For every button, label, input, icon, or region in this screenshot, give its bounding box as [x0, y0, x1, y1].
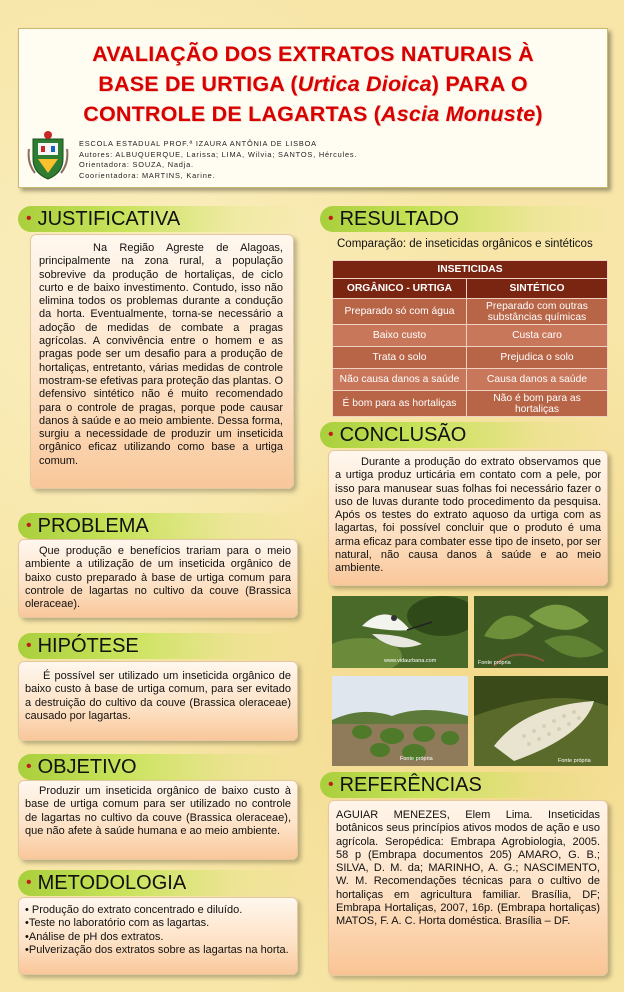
results-table: [332, 260, 608, 417]
section-heading-conclusao: • CONCLUSÃO: [320, 422, 610, 448]
section-heading-hipotese: • HIPÓTESE: [18, 633, 308, 659]
conclusao-box: [328, 450, 608, 586]
problema-box: [18, 539, 298, 618]
table-cell: Prejudica o solo: [467, 347, 608, 369]
authors-block: [79, 139, 357, 181]
photo-caption: Fonte própria: [400, 756, 433, 762]
nettle-leaf-icon: [474, 596, 608, 668]
referencias-text: AGUIAR MENEZES, Elem Lima. Inseticidas botânicos seus princípios ativos modos de ação e uso agrícola. Seropédica: Embrapa Agrobiologia, 2005. 58 p (Embrapa documentos 205) AMARO, G. B.; SILVA, D. M. da; MARINHO, A. G.; NASCIMENTO, W. M. Recomendações técnicas para o cultivo de hortaliças em agricultura familiar. Brasília, DF; Embrapa Hortaliças, 2007, 16p. (Embrapa hortaliças) MATOS, F. A. C. Horta doméstica. Brasília – DF.: [336, 809, 600, 928]
metodologia-box: [18, 897, 298, 975]
problema-text: Que produção e benefícios trariam para o meio ambiente a utilização de um inseticida orgânico de baixo custo preparado à base de urtiga comum para controle de lagartas no cultivo da couve (Brassica oleraceae).: [25, 545, 291, 611]
table-cell: Não é bom para as hortaliças: [467, 391, 608, 417]
table-row: [333, 299, 608, 325]
advisor: Orientadora: SOUZA, Nadja.: [79, 160, 194, 170]
nettle-plant-photo: [474, 596, 608, 668]
hipotese-box: [18, 661, 298, 741]
table-cell: Baixo custo: [333, 325, 467, 347]
column-header: SINTÉTICO: [467, 279, 608, 299]
table-title: INSETICIDAS: [333, 261, 608, 279]
section-heading-justificativa: • JUSTIFICATIVA: [18, 206, 308, 232]
justificativa-text: Na Região Agreste de Alagoas, principalmente na zona rural, a população sobrevive da produção de hortaliças, de ciclo curto e de baixo investimento. Contudo, isso não elimina todos os problemas durante a condução da horta. Eventualmente, torna-se necessário a adoção de medidas de combate a pragas agrícolas. A convivência entre o homem e as pragas pode ser um desafio para a produção de hortaliças, entretanto, várias medidas de controle mostram-se efetivas para proteção das plantas. O defensivo sintético não é muito recomendado para o controle de pragas, porque pode causar danos à saúde e ao meio ambiente. Dessa forma, surgiu a necessidade de produzir um inseticida orgânico eficaz utilizando como base a urtiga comum.: [39, 242, 283, 467]
photo-caption: Fonte própria: [558, 758, 591, 764]
table-cell: Não causa danos a saúde: [333, 369, 467, 391]
table-cell: Preparado com outras substâncias químicas: [467, 299, 608, 325]
section-heading-objetivo: • OBJETIVO: [18, 754, 308, 780]
objetivo-text: Produzir um inseticida orgânico de baixo custo à base de urtiga comum para ser utilizado no controle de lagartas no cultivo da couve (Brassica oleraceae), que não afete à saúde humana e ao meio ambiente.: [25, 785, 291, 837]
table-cell: Causa danos a saúde: [467, 369, 608, 391]
table-cell: Preparado só com água: [333, 299, 467, 325]
metodologia-item: •Análise de pH dos extratos.: [25, 930, 164, 943]
hipotese-text: É possível ser utilizado um inseticida orgânico de baixo custo à base de urtiga comum, para ser evitado a destruição do cultivo da couve (Brassica oleraceae) causado por lagartas.: [25, 670, 291, 722]
metodologia-item: •Teste no laboratório com as lagartas.: [25, 917, 210, 930]
column-header: ORGÂNICO - URTIGA: [333, 279, 467, 299]
butterfly-photo: [332, 596, 468, 668]
poster-title: [19, 39, 607, 129]
garden-photo: [332, 676, 468, 766]
metodologia-item: •Pulverização dos extratos sobre as lagartas na horta.: [25, 943, 289, 956]
table-row: [333, 325, 608, 347]
coadvisor: Coorientadora: MARTINS, Karine.: [79, 170, 216, 180]
metodologia-item: • Produção do extrato concentrado e diluído.: [25, 904, 243, 916]
section-heading-resultado: • RESULTADO: [320, 206, 610, 232]
table-row: [333, 347, 608, 369]
header-panel: [18, 28, 608, 188]
results-caption: Comparação: de inseticidas orgânicos e sintéticos: [337, 238, 593, 250]
justificativa-box: [30, 234, 294, 489]
table-cell: É bom para as hortaliças: [333, 391, 467, 417]
eggs-icon: [474, 676, 608, 766]
section-heading-referencias: • REFERÊNCIAS: [320, 772, 610, 798]
school-crest-icon: [27, 129, 69, 181]
school-name: ESCOLA ESTADUAL PROF.ª IZAURA ANTÔNIA DE LISBOA: [79, 139, 317, 148]
authors: Autores: ALBUQUERQUE, Larissa; LIMA, Wilvia; SANTOS, Hércules.: [79, 149, 358, 159]
section-heading-problema: • PROBLEMA: [18, 513, 308, 539]
table-row: [333, 391, 608, 417]
table-row: [333, 369, 608, 391]
conclusao-text: Durante a produção do extrato observamos que a urtiga produz urticária em contato com a pele, por isso para manusear suas folhas foi necessário fazer o uso de luvas durante todo procedimento da pesquisa. Após os testes do extrato aquoso da urtiga com as lagartas, foi possível concluir que o produto é uma arma eficaz para combater esse tipo de inseto, por ser natural, não causa danos à saúde e ao meio ambiente.: [335, 456, 601, 575]
table-cell: Trata o solo: [333, 347, 467, 369]
garden-icon: [332, 676, 468, 766]
eggs-photo: [474, 676, 608, 766]
title-line-3: CONTROLE DE LAGARTAS (Ascia Monuste): [83, 102, 543, 126]
title-line-2: BASE DE URTIGA (Urtica Dioica) PARA O: [98, 72, 528, 96]
photo-caption: Fonte própria: [478, 660, 511, 666]
table-cell: Custa caro: [467, 325, 608, 347]
objetivo-box: [18, 780, 298, 860]
section-heading-metodologia: • METODOLOGIA: [18, 870, 308, 896]
title-line-1: AVALIAÇÃO DOS EXTRATOS NATURAIS À: [92, 42, 534, 66]
photo-caption: www.vidaurbana.com: [384, 658, 437, 664]
referencias-box: [328, 800, 608, 976]
